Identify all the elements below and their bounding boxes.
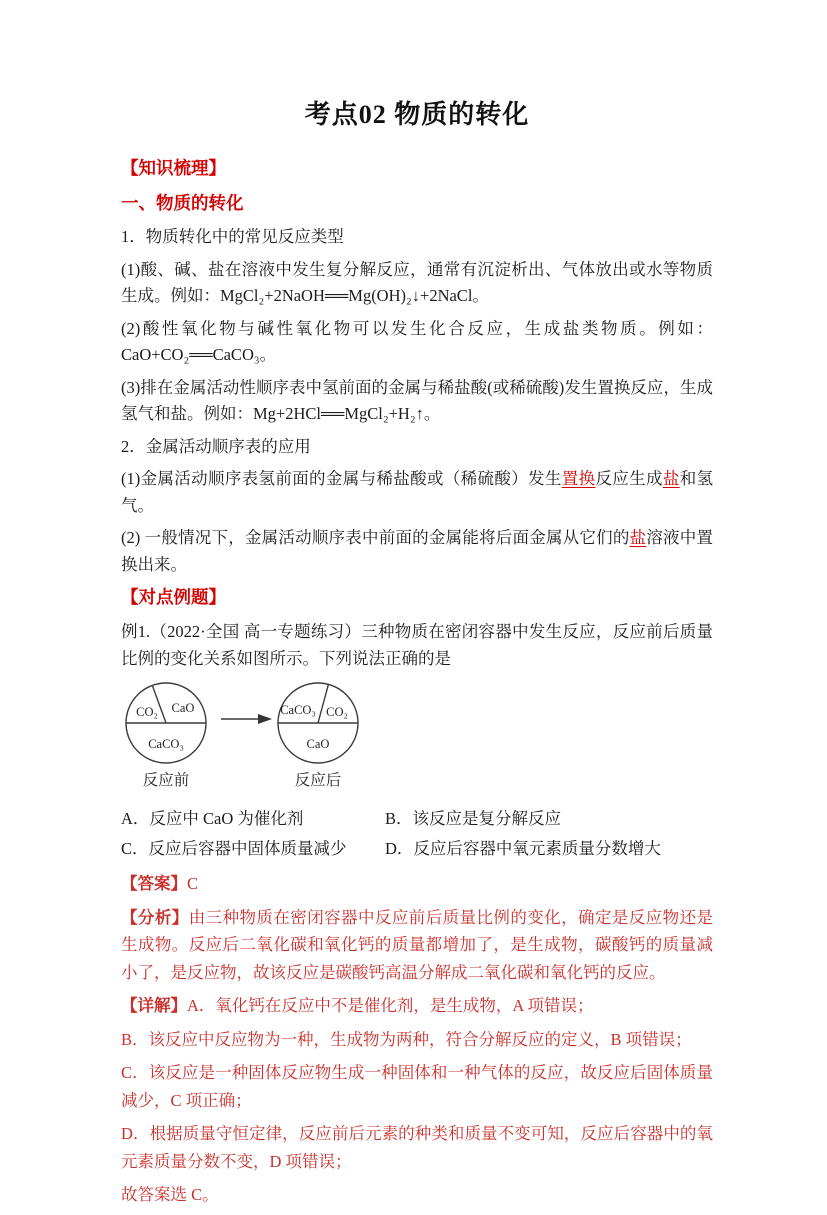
section1-title: 一、物质的转化 <box>121 193 244 213</box>
knowledge-para-2: (2)酸性氧化物与碱性氧化物可以发生化合反应，生成盐类物质。例如：CaO+CO₂══CaCO₃。 <box>121 318 713 364</box>
answer-value: C <box>187 874 199 893</box>
keyword-zhihuan: 置换 <box>561 469 596 488</box>
para5-text: 溶液中置换出来。 <box>121 528 714 574</box>
knowledge-para-3: (3)排在金属活动性顺序表中氢前面的金属与稀盐酸(或稀硫酸)发生置换反应，生成氢气和盐。例如：Mg+2HCl══MgCl₂+H₂↑。 <box>121 377 713 423</box>
keyword-yan: 盐 <box>662 469 680 488</box>
para4-text: 和氢气。 <box>121 469 714 515</box>
para5-text: (2) 一般情况下，金属活动顺序表中前面的金属能将后面金属从它们的 <box>121 528 630 547</box>
para4-text: (1)金属活动顺序表氢前面的金属与稀盐酸或（稀硫酸）发生 <box>121 469 562 488</box>
pie-before <box>126 683 206 789</box>
after-caption: 反应后 <box>294 772 342 789</box>
reaction-pie-figure <box>121 678 383 793</box>
pie-after <box>278 683 358 789</box>
para4-text: 反应生成 <box>595 469 663 488</box>
detail-para-b: B．该反应中反应物为一种，生成物为两种，符合分解反应的定义，B 项错误； <box>121 1029 692 1049</box>
knowledge-header: 【知识梳理】 <box>121 158 226 178</box>
analysis-label: 【分析】 <box>121 907 189 927</box>
before-bottom-label: CaCO₃ <box>148 737 184 751</box>
reaction-figure <box>121 678 713 798</box>
detail-text-a: A．氧化钙在反应中不是催化剂，是生成物，A 项错误； <box>187 996 594 1015</box>
conclusion-line: 故答案选 C。 <box>121 1185 219 1204</box>
option-b: B．该反应是复分解反应 <box>385 809 562 828</box>
example-stem: 例1.（2022·全国 高一专题练习）三种物质在密闭容器中发生反应，反应前后质量比例的变化关系如图所示。下列说法正确的是 <box>121 622 713 668</box>
knowledge-para-4 <box>121 466 713 519</box>
analysis-para <box>121 904 713 987</box>
analysis-text: 由三种物质在密闭容器中反应前后质量比例的变化，确定是反应物还是生成物。反应后二氧化碳和氧化钙的质量都增加了，是生成物，碳酸钙的质量减小了，是反应物，故该反应是碳酸钙高温分解成二氧化碳和氧化钙的反应。 <box>121 907 714 982</box>
detail-para-d: D．根据质量守恒定律，反应前后元素的种类和质量不变可知，反应后容器中的氧元素质量分数不变，D 项错误； <box>121 1124 713 1171</box>
after-topleft-label: CaCO₃ <box>280 703 316 717</box>
options-row-2 <box>121 834 713 864</box>
after-bottom-label: CaO <box>306 737 330 751</box>
page-title: 考点02 物质的转化 <box>304 100 530 129</box>
before-caption: 反应前 <box>142 772 190 789</box>
document-content <box>121 94 713 1215</box>
knowledge-para-5 <box>121 525 713 578</box>
option-c: C．反应后容器中固体质量减少 <box>121 839 347 858</box>
answer-line <box>121 870 713 898</box>
before-topright-label: CaO <box>171 701 195 715</box>
option-a: A．反应中 CaO 为催化剂 <box>121 809 304 828</box>
option-d: D．反应后容器中氧元素质量分数增大 <box>385 839 661 858</box>
example-header: 【对点例题】 <box>121 587 226 607</box>
detail-label: 【详解】 <box>121 996 187 1015</box>
options-row-1 <box>121 804 713 834</box>
detail-para-c: C．该反应是一种固体反应物生成一种固体和一种气体的反应，故反应后固体质量减少，C 项正确； <box>121 1063 713 1110</box>
keyword-yan: 盐 <box>629 528 647 547</box>
options-list <box>121 804 713 864</box>
right-arrow-icon <box>221 714 272 724</box>
item1-title: 1．物质转化中的常见反应类型 <box>121 227 344 246</box>
before-topleft-label: CO₂ <box>136 705 158 719</box>
detail-para-a <box>121 992 713 1020</box>
item2-title: 2．金属活动顺序表的应用 <box>121 436 311 456</box>
answer-label: 【答案】 <box>121 874 187 893</box>
after-topright-label: CO₂ <box>326 705 348 719</box>
knowledge-para-1: (1)酸、碱、盐在溶液中发生复分解反应，通常有沉淀析出、气体放出或水等物质生成。例如：MgCl₂+2NaOH══Mg(OH)₂↓+2NaCl。 <box>121 259 713 305</box>
